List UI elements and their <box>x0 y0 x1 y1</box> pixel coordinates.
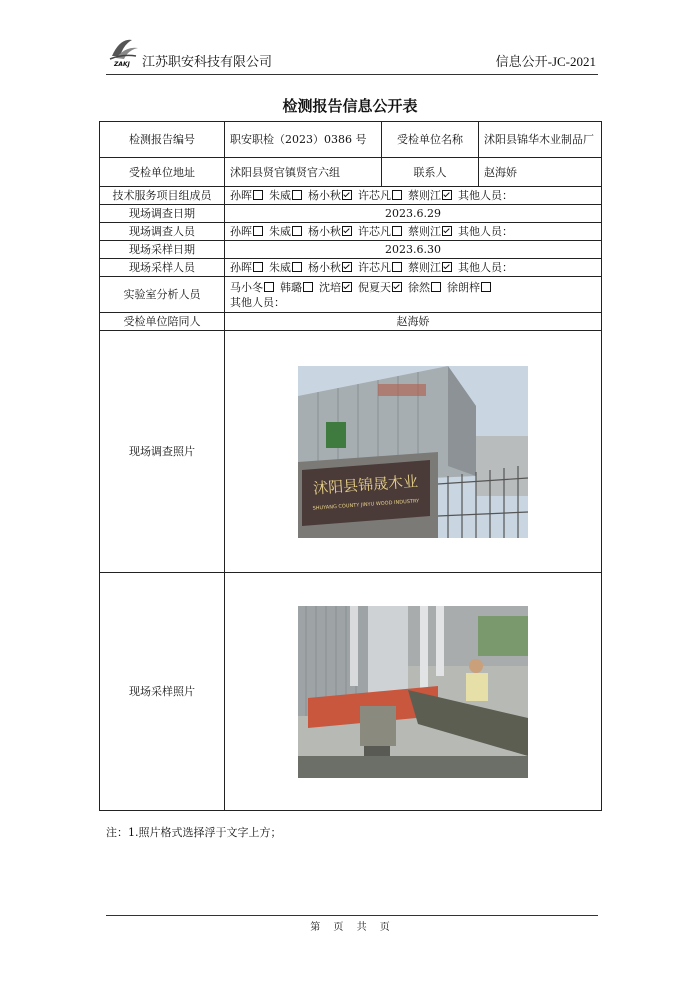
person-name: 杨小秋 <box>308 261 341 274</box>
person-entry <box>280 281 316 294</box>
person-entry <box>447 281 494 294</box>
checked-box-icon[interactable] <box>342 190 352 200</box>
sampling-people <box>225 259 602 277</box>
person-entry <box>408 189 455 202</box>
checked-box-icon[interactable] <box>442 262 452 272</box>
table-row <box>100 241 602 259</box>
person-entry <box>358 281 405 294</box>
person-name: 朱威 <box>269 225 291 238</box>
person-name: 沈培 <box>319 280 341 294</box>
sign-text: 沭阳县锦晟木业 <box>312 471 419 498</box>
unchecked-box-icon[interactable] <box>292 190 302 200</box>
person-name: 许芯凡 <box>358 189 391 202</box>
other-people-label: 其他人员： <box>230 295 285 309</box>
escort-label: 受检单位陪同人 <box>100 313 225 331</box>
info-table <box>99 121 602 811</box>
table-row <box>100 122 602 158</box>
person-entry <box>408 225 455 238</box>
unchecked-box-icon[interactable] <box>253 226 263 236</box>
survey-photo-cell <box>225 331 602 573</box>
checked-box-icon[interactable] <box>392 282 402 292</box>
person-name: 孙晖 <box>230 261 252 274</box>
contact-label: 联系人 <box>382 158 479 187</box>
table-row <box>100 205 602 223</box>
other-people-label: 其他人员： <box>458 189 513 202</box>
sampling-date-label: 现场采样日期 <box>100 241 225 259</box>
person-entry <box>269 225 305 238</box>
person-entry <box>308 261 355 274</box>
sampling-photo <box>298 606 528 778</box>
table-row <box>100 259 602 277</box>
sampling-photo-label: 现场采样照片 <box>100 573 225 811</box>
person-name: 韩璐 <box>280 280 302 294</box>
escort-value: 赵海娇 <box>225 313 602 331</box>
person-entry <box>308 225 355 238</box>
document-number: 信息公开-JC-2021 <box>495 54 596 69</box>
unchecked-box-icon[interactable] <box>392 190 402 200</box>
person-name: 蔡则江 <box>408 189 441 202</box>
person-entry <box>230 261 266 274</box>
person-entry <box>269 189 305 202</box>
unit-name-value: 沭阳县锦华木业制品厂 <box>479 122 602 158</box>
person-name: 杨小秋 <box>308 225 341 238</box>
unchecked-box-icon[interactable] <box>303 282 313 292</box>
person-entry <box>308 189 355 202</box>
unchecked-box-icon[interactable] <box>253 190 263 200</box>
person-entry <box>230 189 266 202</box>
table-row <box>100 158 602 187</box>
person-name: 孙晖 <box>230 189 252 202</box>
table-row <box>100 277 602 313</box>
unit-name-label: 受检单位名称 <box>382 122 479 158</box>
person-name: 徐然 <box>408 280 430 294</box>
footnote: 注：1.照片格式选择浮于文字上方； <box>106 826 282 839</box>
sampling-photo-cell <box>225 573 602 811</box>
person-entry <box>358 189 405 202</box>
person-name: 蔡则江 <box>408 261 441 274</box>
person-entry <box>269 261 305 274</box>
person-entry <box>230 281 277 294</box>
person-name: 许芯凡 <box>358 225 391 238</box>
person-name: 孙晖 <box>230 225 252 238</box>
person-entry <box>230 225 266 238</box>
team-label: 技术服务项目组成员 <box>100 187 225 205</box>
sign-subtext: SHUYANG COUNTY JINYU WOOD INDUSTRY <box>312 497 420 512</box>
checked-box-icon[interactable] <box>442 226 452 236</box>
team-people <box>225 187 602 205</box>
page-header <box>106 34 598 75</box>
checked-box-icon[interactable] <box>342 226 352 236</box>
person-name: 朱威 <box>269 189 291 202</box>
unchecked-box-icon[interactable] <box>392 226 402 236</box>
unchecked-box-icon[interactable] <box>392 262 402 272</box>
survey-photo <box>298 366 528 538</box>
logo-caption: ZAKJ <box>114 61 130 68</box>
person-name: 蔡则江 <box>408 225 441 238</box>
person-name: 倪夏天 <box>358 280 391 294</box>
person-entry <box>319 281 355 294</box>
checked-box-icon[interactable] <box>342 262 352 272</box>
sampling-people-label: 现场采样人员 <box>100 259 225 277</box>
unchecked-box-icon[interactable] <box>431 282 441 292</box>
table-row <box>100 187 602 205</box>
unchecked-box-icon[interactable] <box>481 282 491 292</box>
table-row <box>100 313 602 331</box>
contact-value: 赵海娇 <box>479 158 602 187</box>
address-value: 沭阳县贤官镇贤官六组 <box>225 158 382 187</box>
company-name: 江苏职安科技有限公司 <box>142 55 273 70</box>
unchecked-box-icon[interactable] <box>253 262 263 272</box>
page-counter: 第 页 共 页 <box>310 922 390 933</box>
person-name: 朱威 <box>269 261 291 274</box>
survey-people-label: 现场调查人员 <box>100 223 225 241</box>
person-name: 马小冬 <box>230 280 263 294</box>
survey-date-value: 2023.6.29 <box>225 205 602 223</box>
person-entry <box>408 281 444 294</box>
report-no-label: 检测报告编号 <box>100 122 225 158</box>
sampling-date-value: 2023.6.30 <box>225 241 602 259</box>
person-entry <box>408 261 455 274</box>
checked-box-icon[interactable] <box>342 282 352 292</box>
person-name: 许芯凡 <box>358 261 391 274</box>
unchecked-box-icon[interactable] <box>264 282 274 292</box>
table-row <box>100 223 602 241</box>
other-people-label: 其他人员： <box>458 261 513 274</box>
table-row <box>100 573 602 811</box>
report-no-value: 职安职检（2023）0386 号 <box>225 122 382 158</box>
page-title: 检测报告信息公开表 <box>282 97 418 115</box>
person-name: 杨小秋 <box>308 189 341 202</box>
person-name: 徐朗梓 <box>447 280 480 294</box>
checked-box-icon[interactable] <box>442 190 452 200</box>
survey-photo-label: 现场调查照片 <box>100 331 225 573</box>
lab-label: 实验室分析人员 <box>100 277 225 313</box>
unchecked-box-icon[interactable] <box>292 262 302 272</box>
survey-people <box>225 223 602 241</box>
lab-people <box>225 277 602 313</box>
unchecked-box-icon[interactable] <box>292 226 302 236</box>
footer-divider <box>106 915 598 916</box>
address-label: 受检单位地址 <box>100 158 225 187</box>
table-row <box>100 331 602 573</box>
person-entry <box>358 261 405 274</box>
other-people-label: 其他人员： <box>458 225 513 238</box>
person-entry <box>358 225 405 238</box>
survey-date-label: 现场调查日期 <box>100 205 225 223</box>
